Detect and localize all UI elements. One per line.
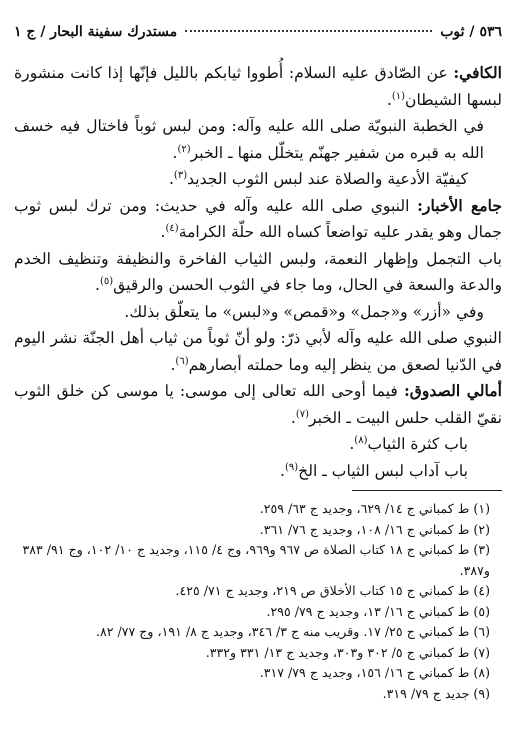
paragraph-bab-tajammul: باب التجمل وإظهار النعمة، ولبس الثياب الفاخرة والنظيفة وتنظيف الخدم والدعة والسعة في الحال، وما جاء في الثوب الحسن والرقيق$^{(٥)}$. [14, 249, 502, 294]
paragraph-text: النبوي صلى الله عليه وآله في حديث: ومن ترك لبس ثوب جمال وهو يقدر عليه تواضعاً كساه الله حلّة الكرامة [14, 196, 502, 241]
paragraph-bab-kathra: باب كثرة الثياب$^{(٨)}$. [349, 434, 468, 453]
footnote-ref: (١) [391, 90, 406, 102]
footnotes [14, 499, 502, 704]
section-title: ثوب [440, 24, 465, 40]
footnote-ref: (٦) [175, 355, 189, 367]
paragraph-see-also [14, 299, 502, 326]
footnote-ref: (٤) [165, 222, 179, 234]
header-right: ٥٣٦ / ثوب [440, 24, 502, 40]
paragraph-text: في الخطبة النبويّة صلى الله عليه وآله: ومن لبس ثوباً فاختال فيه خسف الله به قبره من شفير جهنّم يتخلّل منها ـ الخبر [14, 117, 484, 162]
footnote: (٩) جديد ج ٧٩/ ٣١٩. [382, 685, 490, 701]
header-dotted-leader [185, 30, 432, 32]
book-title: مستدرك سفينة البحار / ج ١ [14, 24, 178, 40]
source-label: جامع الأخبار: [417, 195, 502, 215]
paragraph-bab-adab: باب آداب لبس الثياب ـ الخ$^{(٩)}$. [280, 461, 468, 480]
footnote-ref: (٢) [177, 143, 191, 155]
paragraph-text: النبوي صلى الله عليه وآله لأبي ذرّ: ولو أنّ ثوباً من ثياب أهل الجنّة نشر اليوم في الدّنيا لصعق من ينظر إليه وما حملته أبصارهم [14, 329, 502, 374]
paragraph-text: فيما أوحى الله تعالى إلى موسى: يا موسى كن خلق الثوب نقيّ القلب حلس البيت ـ الخبر [14, 382, 502, 427]
footnote-ref: (٥) [99, 275, 114, 287]
page-number: ٥٣٦ [479, 24, 502, 40]
main-text [14, 60, 502, 484]
document-page [14, 24, 502, 735]
page-header [14, 24, 502, 42]
footnote: (٤) ط كمباني ج ١٥ كتاب الأخلاق ص ٢١٩، وجديد ج ٧١/ ٤٢٥. [175, 583, 490, 598]
paragraph-text: باب التجمل وإظهار النعمة، ولبس الثياب الفاخرة والنظيفة وتنظيف الخدم والدعة والسعة في الحال، وما جاء في الثوب الحسن والرقيق [14, 249, 502, 294]
paragraph-amali: أمالي الصدوق: فيما أوحى الله تعالى إلى موسى: يا موسى كن خلق الثوب نقيّ القلب حلس البيت ـ الخبر$^{(٧)}$. [14, 381, 502, 427]
footnote-ref: (٧) [295, 408, 310, 420]
footnote-ref: (٣) [173, 169, 188, 181]
source-label: أمالي الصدوق: [404, 381, 502, 400]
footnote: (٢) ط كمباني ج ١٦/ ١٠٨، وجديد ج ٧٦/ ٣٦١. [259, 521, 490, 537]
source-label: الكافي: [453, 63, 502, 82]
footnote-separator [352, 490, 502, 491]
paragraph-text: كيفيّة الأدعية والصلاة عند لبس الثوب الجديد [187, 170, 468, 188]
footnote: (٨) ط كمباني ج ١٦/ ١٥٦، وجديد ج ٧٩/ ٣١٧. [259, 665, 490, 680]
footnote: (٧) ط كمباني ج ٥/ ٣٠٢ و٣٠٣، وجديد ج ١٣/ ٣٣١ و٣٣٢. [205, 644, 490, 660]
paragraph-text: باب آداب لبس الثياب ـ الخ [298, 461, 468, 480]
footnote: (١) ط كمباني ج ١٤/ ٦٢٩، وجديد ج ٦٣/ ٢٥٩. [259, 501, 490, 516]
paragraph-text: وفي «أزر» و«جمل» و«قمص» و«لبس» ما يتعلّق بذلك. [124, 302, 484, 321]
paragraph-nabawi: النبوي صلى الله عليه وآله لأبي ذرّ: ولو أنّ ثوباً من ثياب أهل الجنّة نشر اليوم في الدّنيا لصعق من ينظر إليه وما حملته أبصارهم$^{(٦)}$. [14, 329, 502, 374]
paragraph-text: عن الصّادق عليه السلام: أُطووا ثيابكم بالليل فإنّها إذا كانت منشورة لبسها الشيطان [14, 64, 502, 109]
footnote-ref: (٩) [284, 461, 299, 473]
paragraph-text: باب كثرة الثياب [367, 435, 468, 453]
paragraph-jami: جامع الأخبار: النبوي صلى الله عليه وآله في حديث: ومن ترك لبس ثوب جمال وهو يقدر عليه تواضعاً كساه الله حلّة الكرامة$^{(٤)}$. [14, 195, 502, 241]
paragraph-kafi: الكافي: عن الصّادق عليه السلام: أُطووا ثيابكم بالليل فإنّها إذا كانت منشورة لبسها الشيطان$^{(١)}$. [14, 63, 502, 109]
footnote: (٥) ط كمباني ج ١٦/ ١٣، وجديد ج ٧٩/ ٢٩٥. [266, 603, 490, 619]
footnote: (٣) ط كمباني ج ١٨ كتاب الصلاة ص ٩٦٧ و٩٦٩، وج ٤/ ١١٥، وجديد ج ١٠/ ١٠٢، وج ٩١/ ٣٨٣ و٣٨٧. [22, 542, 490, 578]
footnote: (٦) ط كمباني ج ٢٥/ ١٧. وقريب منه ج ٣/ ٣٤٦، وجديد ج ٨/ ١٩١، وج ٧٧/ ٨٢. [95, 624, 490, 639]
paragraph-sermon: في الخطبة النبويّة صلى الله عليه وآله: ومن لبس ثوباً فاختال فيه خسف الله به قبره من شفير جهنّم يتخلّل منها ـ الخبر$^{(٢)}$. [14, 117, 484, 162]
paragraph-prayers: كيفيّة الأدعية والصلاة عند لبس الثوب الجديد$^{(٣)}$. [168, 169, 468, 188]
footnote-ref: (٨) [354, 434, 368, 446]
